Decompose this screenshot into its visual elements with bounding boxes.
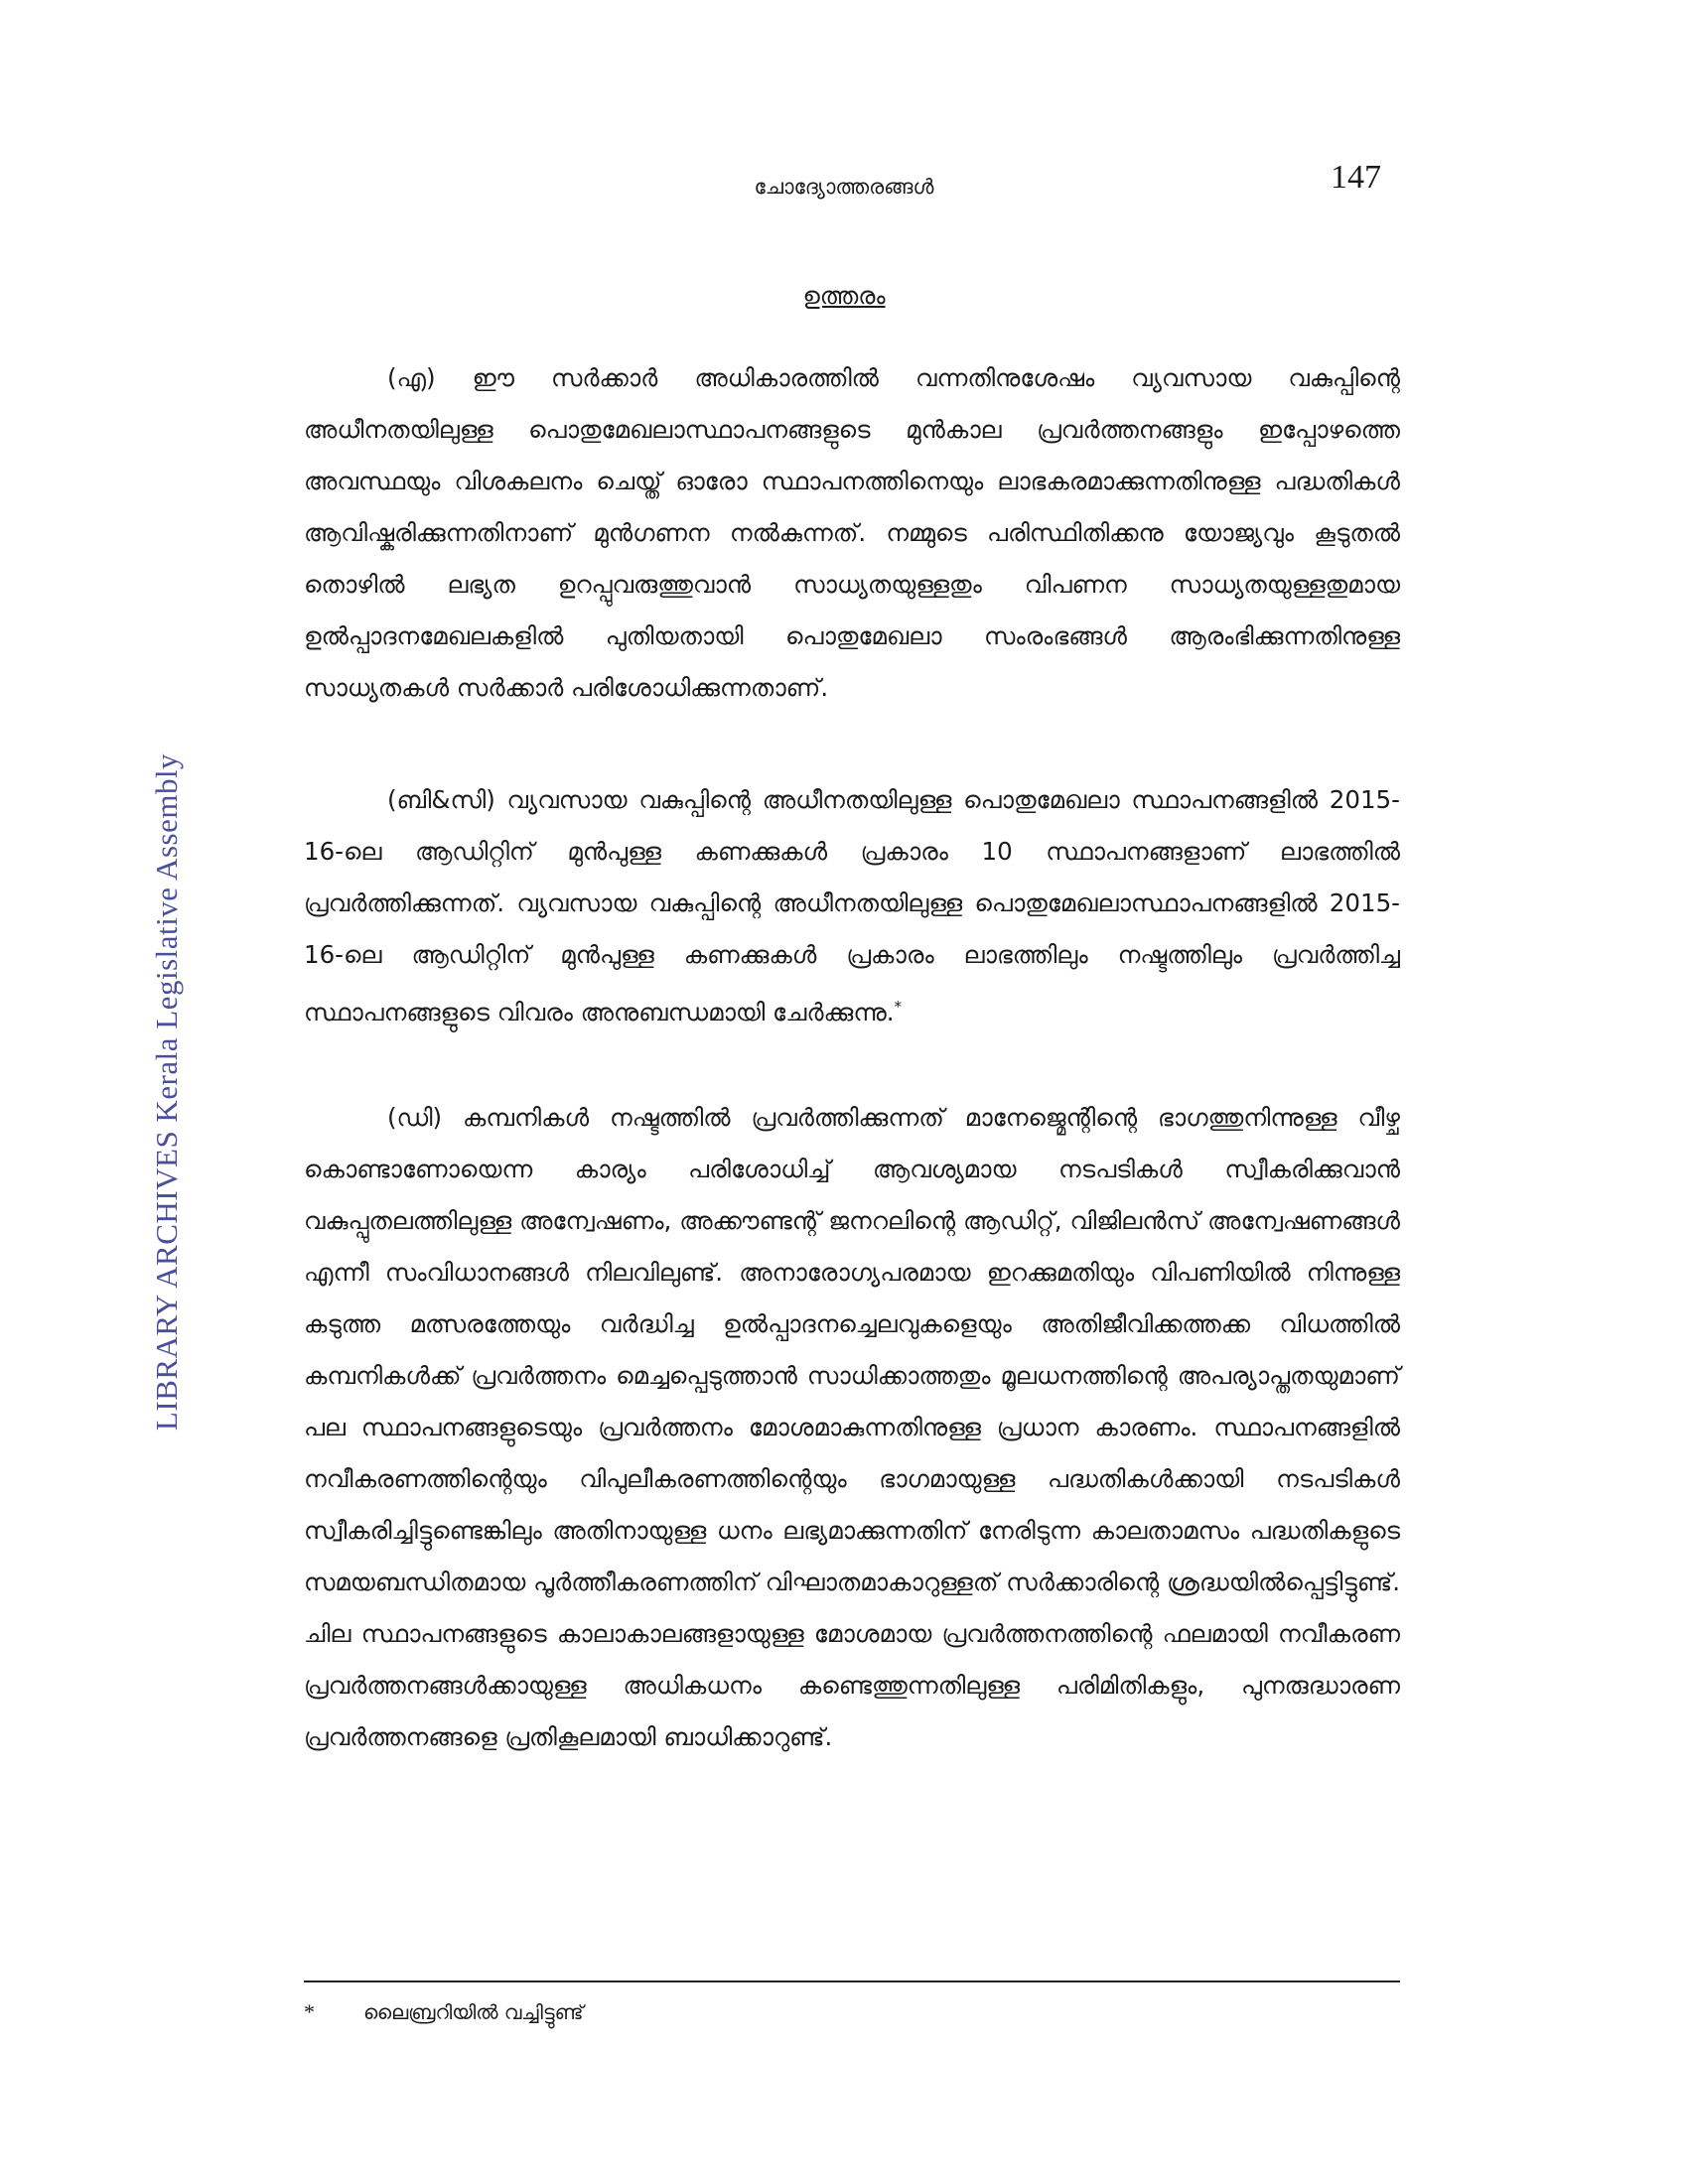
page-number: 147 <box>1331 159 1381 196</box>
paragraph-b-c <box>304 774 1400 1038</box>
footnote-reference: * <box>894 998 902 1016</box>
paragraph-a: (എ) ഈ സർക്കാർ അധികാരത്തിൽ വന്നതിനുശേഷം വ്യവസായ വകുപ്പിന്റെ അധീനതയിലുള്ള പൊതുമേഖലാസ്ഥാപനങ്ങളുടെ മുൻകാല പ്രവർത്തനങ്ങളും ഇപ്പോഴത്തെ അവസ്ഥയും വിശകലനം ചെയ്ത് ഓരോ സ്ഥാപനത്തിനെയും ലാഭകരമാക്കുന്നതിനുള്ള പദ്ധതികൾ ആവിഷ്കരിക്കുന്നതിനാണ് മുൻഗണന നൽകുന്നത്. നമ്മുടെ പരിസ്ഥിതിക്കനു യോജ്യവും കൂടുതൽ തൊഴിൽ ലഭ്യത ഉറപ്പുവരുത്തുവാൻ സാധ്യതയുള്ളതും വിപണന സാധ്യതയുള്ളതുമായ ഉൽപ്പാദനമേഖലകളിൽ പുതിയതായി പൊതുമേഖലാ സംരംഭങ്ങൾ ആരംഭിക്കുന്നതിനുള്ള സാധ്യതകൾ സർക്കാർ പരിശോധിക്കുന്നതാണ്. <box>304 363 1400 702</box>
footnote-marker: * <box>304 1999 315 2024</box>
footnote-text: ലൈബ്രറിയിൽ വച്ചിട്ടുണ്ട് <box>363 2000 584 2024</box>
footnote <box>304 1999 583 2025</box>
paragraph-b-c-text: (ബി&സി) വ്യവസായ വകുപ്പിന്റെ അധീനതയിലുള്ള പൊതുമേഖലാ സ്ഥാപനങ്ങളിൽ 2015-16-ലെ ആഡിറ്റിന് മുൻപുള്ള കണക്കുകൾ പ്രകാരം 10 സ്ഥാപനങ്ങളാണ് ലാഭത്തിൽ പ്രവർത്തിക്കുന്നത്. വ്യവസായ വകുപ്പിന്റെ അധീനതയിലുള്ള പൊതുമേഖലാസ്ഥാപനങ്ങളിൽ 2015-16-ലെ ആഡിറ്റിന് മുൻപുള്ള കണക്കുകൾ പ്രകാരം ലാഭത്തിലും നഷ്ടത്തിലും പ്രവർത്തിച്ച സ്ഥാപനങ്ങളുടെ വിവരം അനുബന്ധമായി ചേർക്കുന്നു. <box>304 785 1400 1027</box>
footnote-divider <box>304 1980 1400 1982</box>
running-title: ചോദ്യോത്തരങ്ങൾ <box>754 175 934 199</box>
archive-watermark: LIBRARY ARCHIVES Kerala Legislative Assembly <box>149 752 184 1432</box>
paragraph-d: (ഡി) കമ്പനികൾ നഷ്ടത്തിൽ പ്രവർത്തിക്കുന്നത് മാനേജ്മെന്റിന്റെ ഭാഗത്തുനിന്നുള്ള വീഴ്ച കൊണ്ടാണോയെന്ന കാര്യം പരിശോധിച്ച് ആവശ്യമായ നടപടികൾ സ്വീകരിക്കുവാൻ വകുപ്പുതലത്തിലുള്ള അന്വേഷണം, അക്കൗണ്ടന്റ് ജനറലിന്റെ ആഡിറ്റ്, വിജിലൻസ് അന്വേഷണങ്ങൾ എന്നീ സംവിധാനങ്ങൾ നിലവിലുണ്ട്. അനാരോഗ്യപരമായ ഇറക്കുമതിയും വിപണിയിൽ നിന്നുള്ള കടുത്ത മത്സരത്തേയും വർദ്ധിച്ച ഉൽപ്പാദനച്ചെലവുകളെയും അതിജീവിക്കത്തക്ക വിധത്തിൽ കമ്പനികൾക്ക് പ്രവർത്തനം മെച്ചപ്പെടുത്താൻ സാധിക്കാത്തതും മൂലധനത്തിന്റെ അപര്യാപ്തതയുമാണ് പല സ്ഥാപനങ്ങളുടെയും പ്രവർത്തനം മോശമാകുന്നതിനുള്ള പ്രധാന കാരണം. സ്ഥാപനങ്ങളിൽ നവീകരണത്തിന്റെയും വിപുലീകരണത്തിന്റെയും ഭാഗമായുള്ള പദ്ധതികൾക്കായി നടപടികൾ സ്വീകരിച്ചിട്ടുണ്ടെങ്കിലും അതിനായുള്ള ധനം ലഭ്യമാക്കുന്നതിന് നേരിടുന്ന കാലതാമസം പദ്ധതികളുടെ സമയബന്ധിതമായ പൂർത്തീകരണത്തിന് വിഘാതമാകാറുള്ളത് സർക്കാരിന്റെ ശ്രദ്ധയിൽപ്പെട്ടിട്ടുണ്ട്. ചില സ്ഥാപനങ്ങളുടെ കാലാകാലങ്ങളായുള്ള മോശമായ പ്രവർത്തനത്തിന്റെ ഫലമായി നവീകരണ പ്രവർത്തനങ്ങൾക്കായുള്ള അധികധനം കണ്ടെത്തുന്നതിലുള്ള പരിമിതികളും, പുനരുദ്ധാരണ പ്രവർത്തനങ്ങളെ പ്രതികൂലമായി ബാധിക്കാറുണ്ട്. <box>304 1103 1400 1751</box>
section-heading: ഉത്തരം <box>802 282 886 310</box>
